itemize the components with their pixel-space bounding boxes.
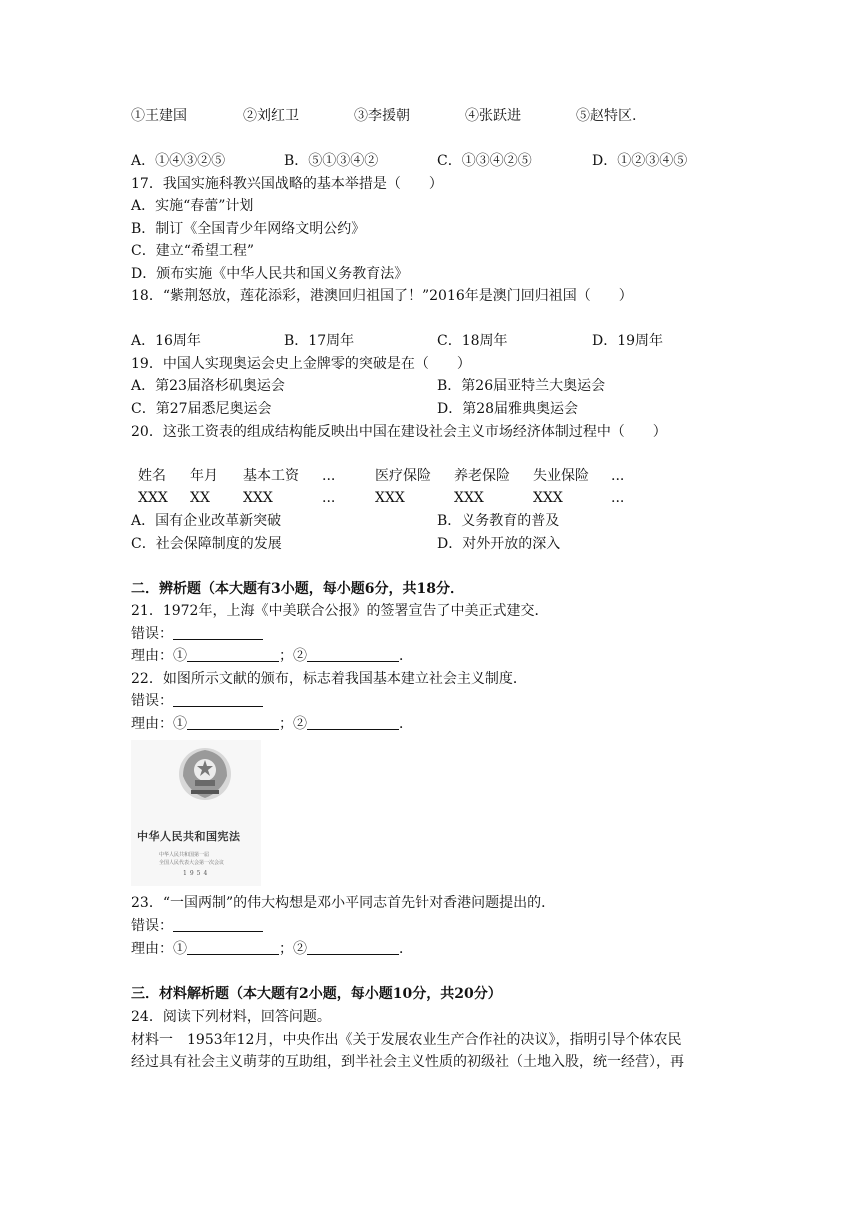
q18-stem: 18．“紫荆怒放，莲花添彩，港澳回归祖国了！”2016年是澳门回归祖国（ ） [131,288,633,304]
circle-number: ① [173,648,187,664]
q19-stem: 19．中国人实现奥运会史上金牌零的突破是在（ ） [131,356,471,372]
option: B．⑤①③④② [284,153,379,169]
circle-number: ② [293,941,307,957]
table-cell: XXX [454,490,484,506]
table-header: 姓名 [138,468,166,484]
q16-item: ①王建国 [131,108,187,124]
option: D．①②③④⑤ [592,153,688,169]
error-label: 错误： [131,693,173,709]
q16-item: ④张跃进 [465,108,521,124]
material-text: 材料一 1953年12月，中央作出《关于发展农业生产合作社的决议》，指明引导个体农民 [131,1032,682,1048]
option: B．17周年 [284,333,355,349]
option: C．第27届悉尼奥运会 [131,401,272,417]
error-line [131,917,263,935]
option: C．18周年 [437,333,508,349]
q20-stem: 20．这张工资表的组成结构能反映出中国在建设社会主义市场经济体制过程中（ ） [131,424,667,440]
option: B．第26届亚特兰大奥运会 [437,378,606,394]
document-subtitle: 中华人民共和国第一届 [159,852,210,858]
table-header: 失业保险 [533,468,589,484]
table-cell: ... [611,490,625,506]
document-year: 1954 [183,870,211,877]
option: D．对外开放的深入 [437,536,561,552]
answer-blank[interactable] [307,647,399,662]
constitution-image [131,740,261,886]
answer-blank[interactable] [187,715,279,730]
q24-stem: 24．阅读下列材料，回答问题。 [131,1009,331,1025]
circle-number: ② [293,716,307,732]
option: D．第28届雅典奥运会 [437,401,579,417]
separator: ； [279,648,293,664]
table-header: ... [322,468,336,484]
table-cell: XXX [138,490,168,506]
q16-item: ⑤赵特区. [576,108,637,124]
answer-blank[interactable] [307,940,399,955]
error-line [131,692,263,710]
answer-blank[interactable] [307,715,399,730]
option: C．社会保障制度的发展 [131,536,282,552]
section-title: 二．辨析题（本大题有3小题，每小题6分，共18分． [131,581,464,597]
table-header: ... [611,468,625,484]
error-line [131,625,263,643]
reason-label: 理由： [131,648,173,664]
answer-blank[interactable] [173,692,263,707]
table-cell: XX [190,490,210,506]
reason-line [131,715,413,733]
option: A．①④③②⑤ [131,153,226,169]
section-title: 三．材料解析题（本大题有2小题，每小题10分，共20分） [131,986,502,1002]
option: C．建立“希望工程” [131,243,255,259]
separator: ； [279,716,293,732]
error-label: 错误： [131,918,173,934]
circle-number: ① [173,941,187,957]
answer-blank[interactable] [187,940,279,955]
material-text: 经过具有社会主义萌芽的互助组，到半社会主义性质的初级社（土地入股，统一经营），再 [131,1054,684,1070]
option: D．颁布实施《中华人民共和国义务教育法》 [131,266,409,282]
separator: ； [279,941,293,957]
document-title: 中华人民共和国宪法 [137,830,241,843]
table-header: 养老保险 [454,468,510,484]
option: A．国有企业改革新突破 [131,513,282,529]
answer-blank[interactable] [173,917,263,932]
reason-label: 理由： [131,716,173,732]
option: A．16周年 [131,333,201,349]
option: D．19周年 [592,333,664,349]
table-header: 基本工资 [243,468,299,484]
table-cell: XXX [243,490,273,506]
period: ． [399,941,413,957]
period: ． [399,648,413,664]
reason-line [131,647,413,665]
q16-item: ③李援朝 [354,108,410,124]
table-cell: ... [322,490,336,506]
circle-number: ① [173,716,187,732]
q17-stem: 17．我国实施科教兴国战略的基本举措是（ ） [131,176,443,192]
table-cell: XXX [533,490,563,506]
option: A．第23届洛杉矶奥运会 [131,378,285,394]
answer-blank[interactable] [187,647,279,662]
table-header: 年月 [190,468,218,484]
reason-line [131,940,413,958]
table-header: 医疗保险 [375,468,431,484]
q22-stem: 22．如图所示文献的颁布，标志着我国基本建立社会主义制度． [131,671,527,687]
table-cell: XXX [375,490,405,506]
q21-stem: 21．1972年，上海《中美联合公报》的签署宣告了中美正式建交． [131,603,549,619]
option: B．制订《全国青少年网络文明公约》 [131,221,366,237]
error-label: 错误： [131,626,173,642]
q16-item: ②刘红卫 [243,108,299,124]
national-emblem-icon [177,746,233,802]
answer-blank[interactable] [173,625,263,640]
period: ． [399,716,413,732]
option: B．义务教育的普及 [437,513,560,529]
document-subtitle: 全国人民代表大会第一次会议 [159,860,225,866]
option: A．实施“春蕾”计划 [131,198,254,214]
q23-stem: 23．“一国两制”的伟大构想是邓小平同志首先针对香港问题提出的． [131,895,556,911]
circle-number: ② [293,648,307,664]
reason-label: 理由： [131,941,173,957]
option: C．①③④②⑤ [437,153,532,169]
